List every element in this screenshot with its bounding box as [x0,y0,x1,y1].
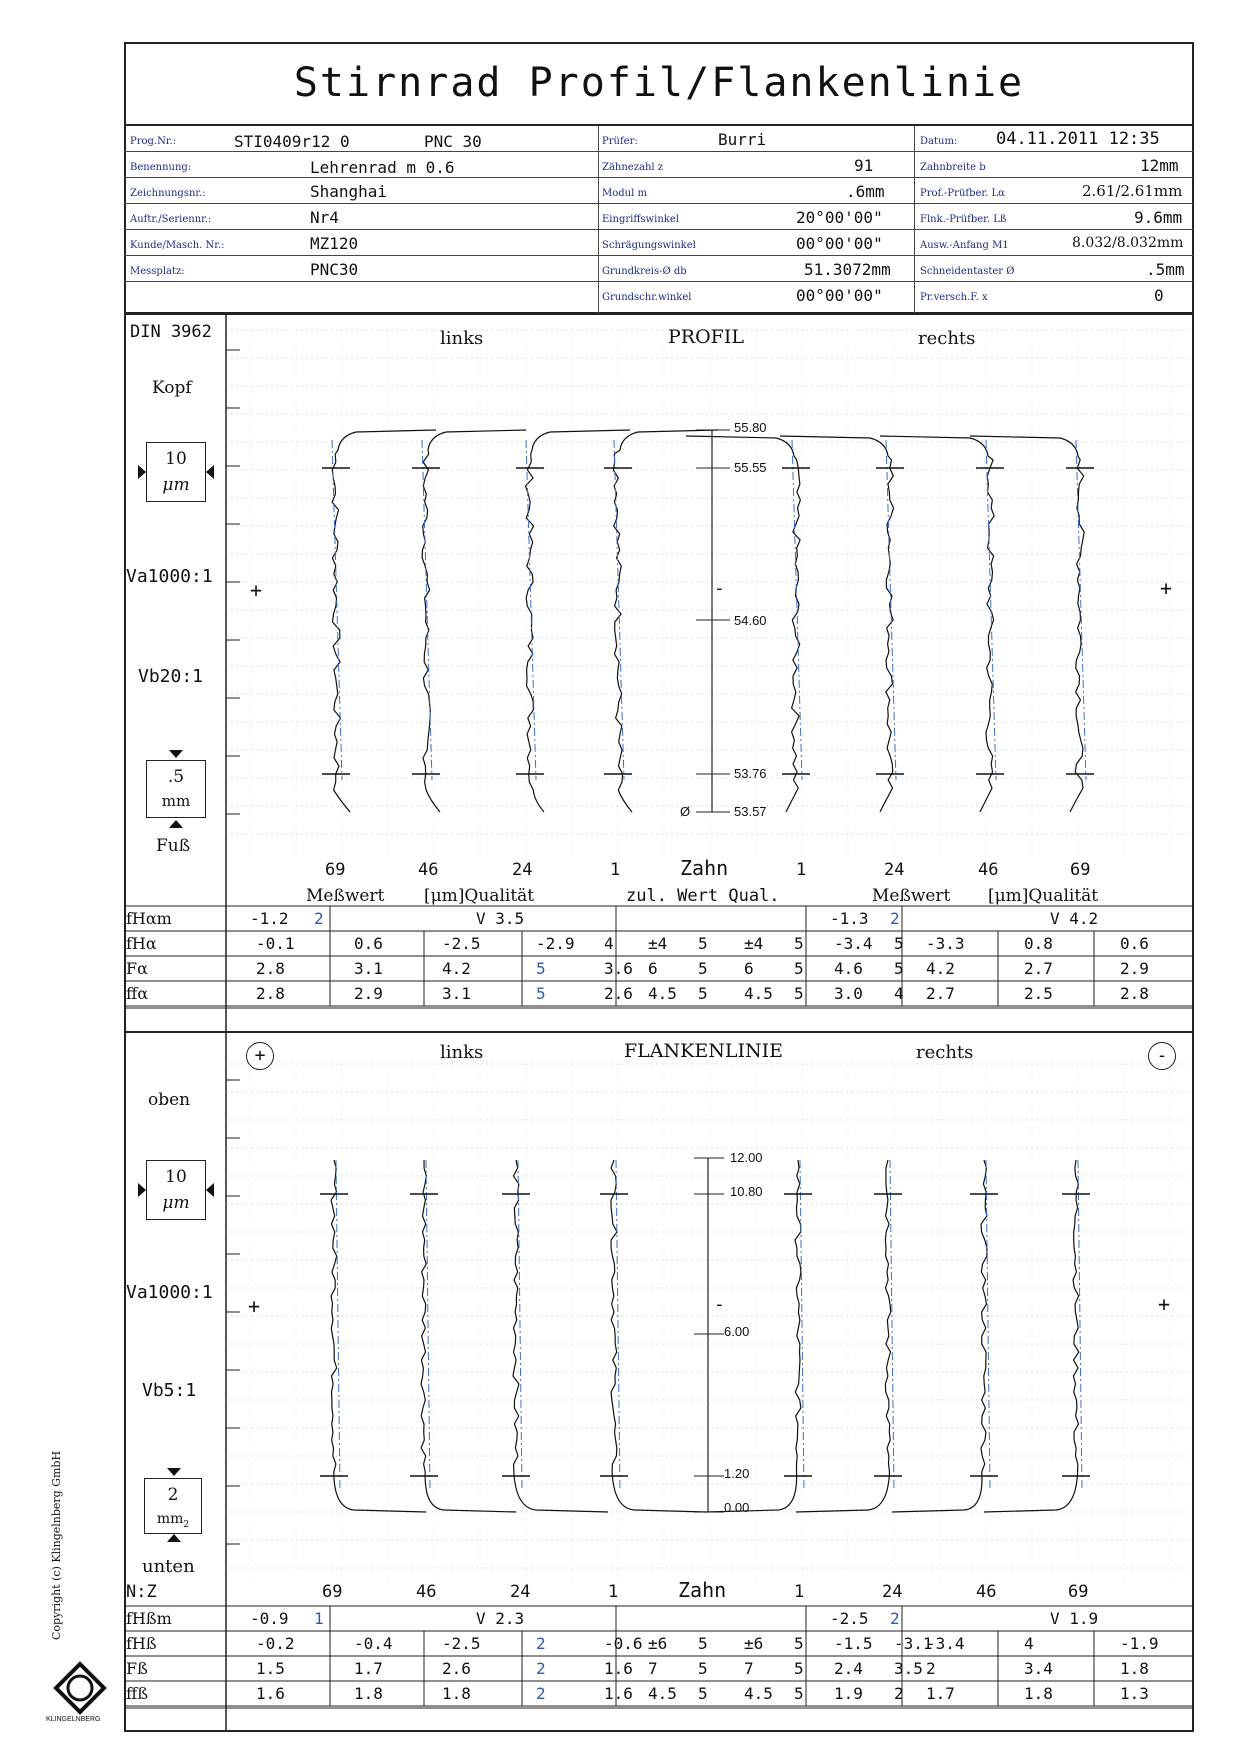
flanke-value: 1.6 [604,1659,633,1678]
profil-zul: ±4 [648,934,668,953]
flanke-value: 2 [894,1684,904,1703]
zaehnezahl-value: 91 [854,155,874,175]
flanke-value: 1.6 [604,1684,633,1703]
profil-value: 3.6 [604,959,633,978]
flanke-tooth-24-l: 24 [510,1582,531,1602]
flanke-value: -3.4 [926,1634,965,1653]
profil-axis-54-60: 54.60 [734,613,767,628]
zahnbreite-value: 12mm [1140,155,1179,175]
copyright-text: Copyright (c) Klingelnberg GmbH [50,1450,63,1640]
flanke-links: links [440,1042,484,1063]
profil-value: 5 [536,959,546,978]
profil-zul: 4.5 [648,984,677,1003]
profil-value: -2.5 [442,934,481,953]
profil-value: 2.5 [1024,984,1053,1003]
profil-scale-top-unit: μm [162,475,190,495]
flanke-tooth-69-l: 69 [322,1582,343,1602]
flanke-value: 2 [926,1659,936,1678]
profil-row-name: ffα [126,984,149,1003]
flanke-axis-12: 12.00 [730,1150,763,1165]
profil-axis-zero: Ø [680,804,691,819]
profil-value: 5 [894,959,904,978]
klingelnberg-logo-icon [50,1660,110,1720]
flanke-axis-6: 6.00 [724,1324,750,1339]
flanke-trace-l-0 [331,1160,426,1512]
prog-nr-value: STI0409r12 0 [234,131,350,151]
profil-minus-center: - [714,578,725,599]
profil-zul: ±4 [744,934,764,953]
profil-th-qual-r: [μm]Qualität [988,886,1099,906]
flanke-value: 1.6 [256,1684,285,1703]
profil-rechts: rechts [918,328,976,349]
datum-label: Datum: [920,135,958,147]
flanke-title: FLANKENLINIE [624,1040,783,1062]
benennung-label: Benennung: [130,161,192,173]
pruefer-value: Burri [718,129,767,149]
kunde-label: Kunde/Masch. Nr.: [130,239,225,251]
zaehnezahl-label: Zähnezahl z [602,161,664,173]
flanke-scale-top-unit: μm [162,1193,190,1213]
profil-value: -0.1 [256,934,295,953]
profil-fuss: Fuß [156,836,191,856]
profil-value: 2.8 [1120,984,1149,1003]
auftrag-value: Nr4 [310,207,339,227]
flanke-scale-bottom [144,1478,202,1534]
flanke-zul: ±6 [648,1634,668,1653]
profil-zul: 5 [794,984,804,1003]
flanke-ref-l-0 [336,1160,340,1490]
flanke-tooth-24-r: 24 [882,1582,903,1602]
profil-plus-left: + [250,578,263,602]
profil-zul: 5 [698,959,708,978]
profil-value: 4 [604,934,614,953]
profil-tooth-1-r: 1 [796,860,807,880]
flanke-trace-l-1 [421,1160,516,1512]
profil-scale-top-value: 10 [165,449,187,469]
profil-value: -2.9 [536,934,575,953]
flnkpruef-label: Flnk.-Prüfber. Lß [920,213,1007,225]
flanke-value: 1.8 [442,1684,471,1703]
profil-links: links [440,328,484,349]
ausw-label: Ausw.-Anfang M1 [920,239,1009,251]
zahnbreite-label: Zahnbreite b [920,161,986,173]
flanke-row-name: Fß [126,1659,148,1678]
flanke-zul: 5 [794,1684,804,1703]
profil-norm: DIN 3962 [130,322,212,342]
flanke-minus-circle: - [1148,1042,1176,1070]
flanke-value: 2 [536,1634,546,1653]
profil-row-name: fHαm [126,909,172,928]
profil-axis-53-57: 53.57 [734,804,767,819]
profil-th-messwert-r: Meßwert [872,886,951,906]
profil-value: 2.8 [256,984,285,1003]
flanke-scale-top [146,1160,206,1220]
schneide-label: Schneidentaster Ø [920,265,1015,277]
profil-value: -3.4 [834,934,873,953]
profil-value: -3.3 [926,934,965,953]
flanke-tooth-1-r: 1 [794,1582,805,1602]
flanke-zul: 4.5 [744,1684,773,1703]
profil-tooth-1-l: 1 [610,860,621,880]
flanke-rechts: rechts [916,1042,974,1063]
schraeg-value: 00°00'00" [796,233,883,253]
flanke-tooth-69-r: 69 [1068,1582,1089,1602]
eingriff-value: 20°00'00" [796,207,883,227]
auftrag-label: Auftr./Seriennr.: [130,213,212,225]
flanke-axis-1-2: 1.20 [724,1466,750,1481]
flanke-tooth-46-l: 46 [416,1582,437,1602]
profil-value: 2.7 [1024,959,1053,978]
profil-scale-bottom-value: .5 [167,767,185,787]
benennung-value: Lehrenrad m 0.6 [310,157,455,177]
flanke-zul: 7 [648,1659,658,1678]
profil-tooth-46-l: 46 [418,860,439,880]
profil-zahn: Zahn [680,856,729,880]
flanke-value: V 2.3 [476,1609,525,1628]
flnkpruef-value: 9.6mm [1134,207,1183,227]
flanke-value: -2.5 [830,1609,869,1628]
profil-trace-l-0 [332,430,436,812]
profil-axis-55-80: 55.80 [734,420,767,435]
prversch-label: Pr.versch.F. x [920,291,988,303]
flanke-scale-bottom-value: 2 [167,1485,179,1505]
ausw-value: 8.032/8.032mm [1072,235,1184,251]
profil-vb: Vb20:1 [138,666,204,687]
profil-zul: 5 [698,934,708,953]
flanke-value: -0.2 [256,1634,295,1653]
flanke-qual: 2 [890,1609,900,1628]
flanke-trace-l-3 [611,1160,706,1512]
flanke-value: -3.1 [894,1634,933,1653]
profil-value: 0.6 [1120,934,1149,953]
profil-row-name: fHα [126,934,157,953]
zeichnung-label: Zeichnungsnr.: [130,187,206,199]
profil-zul: 4.5 [744,984,773,1003]
pruefer-label: Prüfer: [602,135,638,147]
flanke-value: 2.4 [834,1659,863,1678]
profil-trace-l-3 [613,430,718,812]
flanke-value: V 1.9 [1050,1609,1099,1628]
flanke-value: 4 [1024,1634,1034,1653]
profil-axis-53-76: 53.76 [734,766,767,781]
flanke-plus-left: + [248,1294,261,1318]
flanke-value: 1.8 [1120,1659,1149,1678]
flanke-tooth-46-r: 46 [976,1582,997,1602]
flanke-plus-right: + [1158,1292,1171,1316]
flanke-ref-r-3 [1078,1160,1082,1490]
profil-value: -1.2 [250,909,289,928]
flanke-value: 1.8 [354,1684,383,1703]
profil-tooth-69-r: 69 [1070,860,1091,880]
profil-th-messwert-l: Meßwert [306,886,385,906]
flanke-plus-circle: + [246,1042,274,1070]
profil-row-name: Fα [126,959,148,978]
profil-axis-55-55: 55.55 [734,460,767,475]
flanke-row-name: ffß [126,1684,149,1703]
profil-scale-bottom [146,760,206,818]
flanke-qual: 1 [314,1609,324,1628]
profil-value: 3.1 [442,984,471,1003]
profil-zul: 5 [794,959,804,978]
flanke-row-name: fHßm [126,1609,172,1628]
profil-value: 2.8 [256,959,285,978]
profil-value: 5 [536,984,546,1003]
profil-value: 0.8 [1024,934,1053,953]
flanke-zul: 4.5 [648,1684,677,1703]
profil-value: V 3.5 [476,909,525,928]
profpruef-label: Prof.-Prüfber. Lα [920,187,1005,199]
flanke-zul: 5 [698,1684,708,1703]
messplatz-label: Messplatz: [130,265,185,277]
profil-tooth-46-r: 46 [978,860,999,880]
schneide-value: .5mm [1146,259,1185,279]
flanke-scale-arrow-right [206,1183,214,1197]
profil-scale-arrow-up [169,820,183,828]
flanke-value: -0.9 [250,1609,289,1628]
klingelnberg-logo-text: KLINGELNBERG [46,1716,101,1723]
flanke-trace-r-1 [796,1160,891,1512]
profil-value: 4.6 [834,959,863,978]
grundschr-value: 00°00'00" [796,285,883,305]
grundkreis-label: Grundkreis-Ø db [602,265,687,277]
flanke-value: 1.9 [834,1684,863,1703]
page-title: Stirnrad Profil/Flankenlinie [124,42,1194,126]
flanke-oben: oben [148,1090,191,1110]
profil-value: 2.9 [354,984,383,1003]
flanke-zul: 5 [794,1634,804,1653]
flanke-ref-l-2 [518,1160,522,1490]
profil-scale-arrow-right [206,465,214,479]
profil-value: 2.7 [926,984,955,1003]
flanke-va: Va1000:1 [126,1282,213,1303]
flanke-tooth-1-l: 1 [608,1582,619,1602]
profil-qual: 2 [314,909,324,928]
profil-kopf: Kopf [152,378,192,398]
flanke-value: -2.5 [442,1634,481,1653]
flanke-value: -0.4 [354,1634,393,1653]
modul-value: .6mm [846,181,885,201]
profil-zul: 6 [648,959,658,978]
flanke-trace-l-2 [513,1160,608,1512]
flanke-scale-top-value: 10 [165,1167,187,1187]
flanke-trace-r-0 [706,1160,801,1512]
flanke-scale-arrow-left [138,1183,146,1197]
flanke-vb: Vb5:1 [142,1380,197,1401]
flanke-scale-arrow-down [167,1468,181,1476]
flanke-zul: 7 [744,1659,754,1678]
flanke-ref-r-2 [986,1160,990,1490]
profil-va: Va1000:1 [126,566,213,587]
flanke-value: 2 [536,1684,546,1703]
messplatz-value: PNC30 [310,259,359,279]
grundkreis-value: 51.3072mm [804,259,891,279]
flanke-nz: N:Z [126,1582,157,1602]
prog-nr-extra: PNC 30 [424,131,482,151]
profil-th-zul: zul. Wert Qual. [626,886,780,906]
profil-value: V 4.2 [1050,909,1099,928]
profil-scale-top [146,442,206,502]
eingriff-label: Eingriffswinkel [602,213,679,225]
modul-label: Modul m [602,187,647,199]
flanke-value: 2.6 [442,1659,471,1678]
profil-value: 4.2 [442,959,471,978]
profil-value: 3.0 [834,984,863,1003]
datum-value: 04.11.2011 12:35 [996,129,1160,149]
profil-zul: 6 [744,959,754,978]
flanke-trace-r-3 [984,1160,1079,1512]
flanke-scale-bottom-sub: 2 [183,1519,190,1530]
profil-tooth-24-l: 24 [512,860,533,880]
kunde-value: MZ120 [310,233,359,253]
profil-scale-bottom-unit: mm [161,792,191,810]
profil-trace-l-1 [422,430,526,812]
flanke-value: 3.4 [1024,1659,1053,1678]
flanke-value: -0.6 [604,1634,643,1653]
profil-value: 3.1 [354,959,383,978]
flanke-unten: unten [142,1556,195,1577]
flanke-value: -1.5 [834,1634,873,1653]
grundschr-label: Grundschr.winkel [602,291,692,303]
profil-th-qual-l: [μm]Qualität [424,886,535,906]
profil-value: 4.2 [926,959,955,978]
profil-value: 2.6 [604,984,633,1003]
flanke-value: 1.7 [354,1659,383,1678]
flanke-value: 1.3 [1120,1684,1149,1703]
profil-scale-arrow-down [169,750,183,758]
flanke-zul: 5 [698,1659,708,1678]
flanke-ref-l-1 [426,1160,430,1490]
flanke-scale-bottom-unit: mm [156,1511,184,1527]
flanke-value: 1.7 [926,1684,955,1703]
flanke-zul: ±6 [744,1634,764,1653]
profil-value: 4 [894,984,904,1003]
profpruef-value: 2.61/2.61mm [1082,182,1183,200]
profil-tooth-24-r: 24 [884,860,905,880]
flanke-trace-r-2 [892,1160,987,1512]
flanke-zul: 5 [698,1634,708,1653]
flanke-axis-0: 0.00 [724,1500,750,1515]
flanke-zul: 5 [794,1659,804,1678]
profil-value: 5 [894,934,904,953]
zeichnung-value: Shanghai [310,181,388,201]
flanke-value: -1.9 [1120,1634,1159,1653]
prversch-value: 0 [1154,285,1164,305]
profil-value: 2.9 [1120,959,1149,978]
flanke-value: 1.8 [1024,1684,1053,1703]
profil-zul: 5 [794,934,804,953]
schraeg-label: Schrägungswinkel [602,239,696,251]
profil-qual: 2 [890,909,900,928]
profil-zul: 5 [698,984,708,1003]
flanke-value: 2 [536,1659,546,1678]
profil-scale-arrow-left [138,465,146,479]
profil-value: 0.6 [354,934,383,953]
flanke-axis-10-8: 10.80 [730,1184,763,1199]
profil-trace-r-2 [880,436,994,812]
profil-title: PROFIL [668,326,744,348]
profil-plus-right: + [1160,576,1173,600]
prog-nr-label: Prog.Nr.: [130,135,177,147]
flanke-value: 1.5 [256,1659,285,1678]
flanke-value: 3.5 [894,1659,923,1678]
flanke-zahn: Zahn [678,1578,727,1602]
profil-tooth-69-l: 69 [325,860,346,880]
profil-value: -1.3 [830,909,869,928]
flanke-minus-center: - [714,1294,725,1315]
flanke-row-name: fHß [126,1634,157,1653]
